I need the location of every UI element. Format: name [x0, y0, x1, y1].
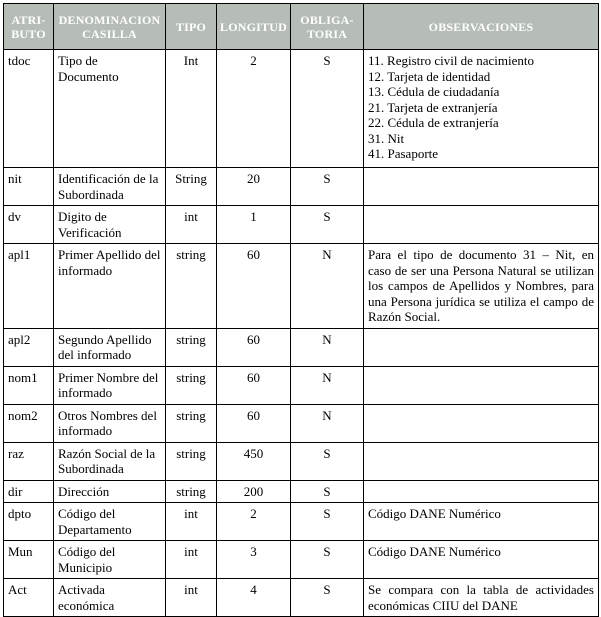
- cell-denominacion: Primer Apellido del informado: [54, 244, 166, 329]
- cell-denominacion: Identificación de la Subordinada: [54, 168, 166, 206]
- cell-denominacion: Segundo Apellido del informado: [54, 328, 166, 366]
- cell-observaciones: [364, 50, 599, 168]
- observation-item: 21. Tarjeta de extranjería: [368, 99, 498, 115]
- table-row: [4, 480, 599, 503]
- cell-longitud: 20: [217, 168, 291, 206]
- cell-denominacion: Dirección: [54, 480, 166, 503]
- cell-observaciones: Código DANE Numérico: [364, 503, 599, 541]
- cell-observaciones: [364, 480, 599, 503]
- cell-tipo: int: [166, 206, 217, 244]
- table-row: [4, 168, 599, 206]
- observation-item: 22. Cédula de extranjería: [368, 115, 499, 130]
- cell-obligatoria: N: [291, 366, 364, 404]
- cell-denominacion: Activada económica: [54, 579, 166, 617]
- cell-atributo: tdoc: [4, 50, 54, 168]
- cell-denominacion: Otros Nombres del informado: [54, 404, 166, 442]
- cell-longitud: 1: [217, 206, 291, 244]
- header-longitud: LONGITUD: [217, 4, 291, 50]
- cell-obligatoria: N: [291, 404, 364, 442]
- observation-item: 12. Tarjeta de identidad: [368, 68, 491, 84]
- cell-atributo: dv: [4, 206, 54, 244]
- cell-atributo: nom1: [4, 366, 54, 404]
- cell-observaciones: [364, 206, 599, 244]
- cell-obligatoria: S: [291, 50, 364, 168]
- cell-denominacion: Primer Nombre del informado: [54, 366, 166, 404]
- cell-denominacion: Razón Social de la Subordinada: [54, 442, 166, 480]
- cell-tipo: string: [166, 244, 217, 329]
- cell-atributo: Mun: [4, 541, 54, 579]
- cell-tipo: string: [166, 442, 217, 480]
- observation-item: 11. Registro civil de nacimiento: [368, 53, 534, 68]
- table-row: [4, 579, 599, 617]
- cell-obligatoria: S: [291, 442, 364, 480]
- cell-tipo: int: [166, 579, 217, 617]
- cell-tipo: string: [166, 328, 217, 366]
- observation-item: 41. Pasaporte: [368, 146, 439, 161]
- table-row: [4, 442, 599, 480]
- cell-denominacion: Digito de Verificación: [54, 206, 166, 244]
- cell-tipo: Int: [166, 50, 217, 168]
- cell-tipo: string: [166, 404, 217, 442]
- cell-observaciones: [364, 168, 599, 206]
- cell-longitud: 60: [217, 366, 291, 404]
- cell-tipo: String: [166, 168, 217, 206]
- header-tipo: TIPO: [166, 4, 217, 50]
- cell-observaciones: Para el tipo de documento 31 – Nit, en caso de ser una Persona Natural se utilizan los campos de Apellidos y Nombres, para una Persona jurídica se utiliza el campo de Razón Social.: [364, 244, 599, 329]
- cell-tipo: int: [166, 503, 217, 541]
- cell-longitud: 450: [217, 442, 291, 480]
- table-row: [4, 503, 599, 541]
- cell-obligatoria: S: [291, 579, 364, 617]
- cell-longitud: 200: [217, 480, 291, 503]
- header-obligatoria: OBLIGA- TORIA: [291, 4, 364, 50]
- table-row: [4, 404, 599, 442]
- header-row: [4, 4, 599, 50]
- cell-tipo: string: [166, 480, 217, 503]
- cell-obligatoria: S: [291, 168, 364, 206]
- cell-obligatoria: S: [291, 206, 364, 244]
- cell-tipo: string: [166, 366, 217, 404]
- header-observaciones: OBSERVACIONES: [364, 4, 599, 50]
- cell-obligatoria: S: [291, 480, 364, 503]
- cell-longitud: 2: [217, 50, 291, 168]
- cell-obligatoria: S: [291, 541, 364, 579]
- table-row: [4, 206, 599, 244]
- cell-atributo: apl1: [4, 244, 54, 329]
- cell-observaciones: [364, 404, 599, 442]
- cell-obligatoria: N: [291, 328, 364, 366]
- observation-item: 31. Nit: [368, 130, 405, 146]
- cell-longitud: 4: [217, 579, 291, 617]
- table-row: [4, 244, 599, 329]
- cell-observaciones: Se compara con la tabla de actividades económicas CIIU del DANE: [364, 579, 599, 617]
- cell-atributo: dpto: [4, 503, 54, 541]
- cell-denominacion: Tipo de Documento: [54, 50, 166, 168]
- fields-table-container: [3, 3, 598, 613]
- cell-longitud: 2: [217, 503, 291, 541]
- fields-table: [3, 3, 599, 617]
- header-denominacion: DENOMINACION CASILLA: [54, 4, 166, 50]
- cell-longitud: 60: [217, 244, 291, 329]
- cell-observaciones: Código DANE Numérico: [364, 541, 599, 579]
- cell-observaciones: [364, 366, 599, 404]
- cell-observaciones: [364, 442, 599, 480]
- cell-obligatoria: N: [291, 244, 364, 329]
- cell-atributo: dir: [4, 480, 54, 503]
- cell-longitud: 60: [217, 328, 291, 366]
- cell-tipo: int: [166, 541, 217, 579]
- cell-obligatoria: S: [291, 503, 364, 541]
- cell-observaciones: [364, 328, 599, 366]
- table-row: [4, 50, 599, 168]
- observation-item: 13. Cédula de ciudadanía: [368, 84, 500, 99]
- table-body: [4, 50, 599, 617]
- cell-atributo: raz: [4, 442, 54, 480]
- cell-atributo: apl2: [4, 328, 54, 366]
- table-row: [4, 366, 599, 404]
- table-row: [4, 328, 599, 366]
- cell-denominacion: Código del Municipio: [54, 541, 166, 579]
- cell-longitud: 3: [217, 541, 291, 579]
- header-atributo: ATRI- BUTO: [4, 4, 54, 50]
- cell-atributo: Act: [4, 579, 54, 617]
- table-row: [4, 541, 599, 579]
- cell-atributo: nom2: [4, 404, 54, 442]
- cell-denominacion: Código del Departamento: [54, 503, 166, 541]
- cell-atributo: nit: [4, 168, 54, 206]
- cell-longitud: 60: [217, 404, 291, 442]
